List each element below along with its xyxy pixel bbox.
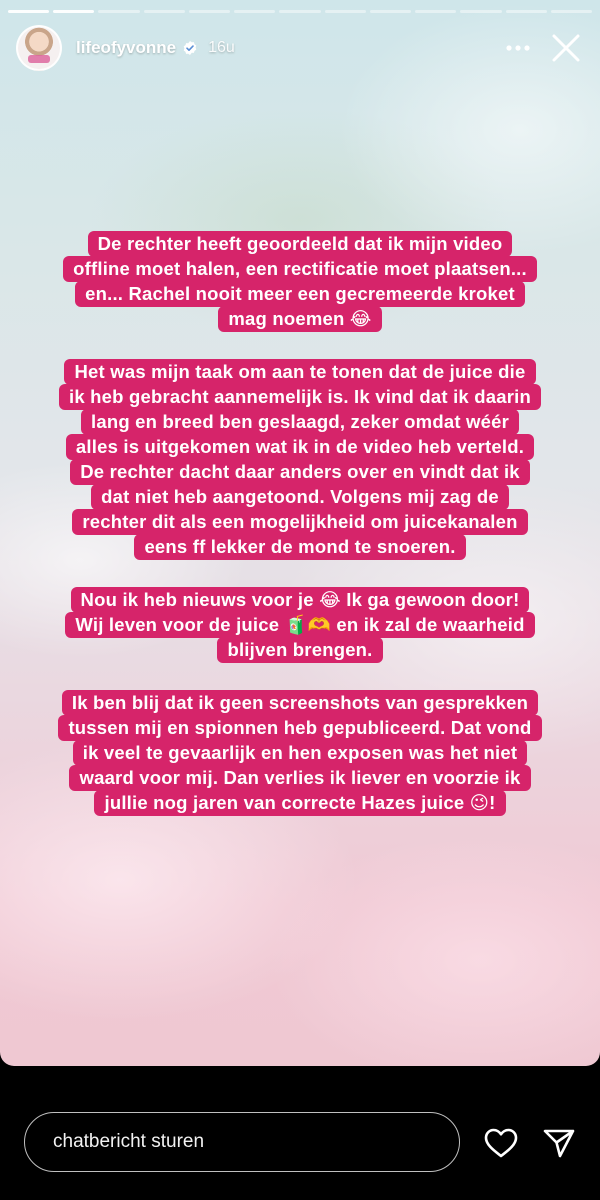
post-time: 16u [208, 39, 235, 56]
story-header [16, 22, 588, 74]
progress-segment [8, 10, 49, 13]
text-line: tussen mij en spionnen heb gepubliceerd. Dat vond [58, 715, 541, 741]
text-line: en... Rachel nooit meer een gecremeerde kroket [75, 281, 525, 307]
text-line: Ik ben blij dat ik geen screenshots van gesprekken [62, 690, 538, 716]
send-button[interactable] [538, 1122, 580, 1164]
message-input[interactable] [24, 1112, 460, 1172]
text-line: waard voor mij. Dan verlies ik liever en voorzie ik [69, 765, 530, 791]
progress-segment [506, 10, 547, 13]
text-line: mag noemen 😂 [218, 306, 381, 332]
text-line: De rechter dacht daar anders over en vindt dat ik [70, 459, 530, 485]
close-button[interactable] [544, 26, 588, 70]
text-line: rechter dit als een mogelijkheid om juicekanalen [72, 509, 527, 535]
text-block-task [0, 360, 600, 560]
story-text [0, 232, 600, 844]
text-line: Wij leven voor de juice 🧃🫶 en ik zal de waarheid [65, 612, 534, 638]
text-line: offline moet halen, een rectificatie moet plaatsen... [63, 256, 537, 282]
progress-segment [415, 10, 456, 13]
progress-segment [53, 10, 94, 13]
text-line: Het was mijn taak om aan te tonen dat de juice die [64, 359, 535, 385]
text-line: blijven brengen. [217, 637, 382, 663]
progress-segment [144, 10, 185, 13]
text-line: ik veel te gevaarlijk en hen exposen was het niet [73, 740, 527, 766]
text-block-verdict [0, 232, 600, 332]
progress-segment [325, 10, 366, 13]
text-block-screenshots [0, 691, 600, 816]
progress-segment [189, 10, 230, 13]
reply-bar [0, 1066, 600, 1200]
more-dots-icon [505, 44, 531, 52]
progress-segment [234, 10, 275, 13]
text-line: alles is uitgekomen wat ik in de video heb verteld. [66, 434, 534, 460]
text-line: jullie nog jaren van correcte Hazes juice 😉! [94, 790, 505, 816]
avatar[interactable] [16, 25, 62, 71]
text-line: ik heb gebracht aannemelijk is. Ik vind dat ik daarin [59, 384, 541, 410]
text-line: lang en breed ben geslaagd, zeker omdat wéér [81, 409, 519, 435]
progress-segment [98, 10, 139, 13]
text-line: Nou ik heb nieuws voor je 😂 Ik ga gewoon door! [71, 587, 530, 613]
progress-segment [551, 10, 592, 13]
progress-segment [370, 10, 411, 13]
heart-icon [484, 1128, 518, 1158]
progress-segment [460, 10, 501, 13]
text-line: De rechter heeft geoordeeld dat ik mijn video [88, 231, 513, 257]
text-block-news [0, 588, 600, 663]
story-progress-bar [8, 10, 592, 13]
verified-badge-icon [182, 40, 198, 56]
text-line: dat niet heb aangetoond. Volgens mij zag de [91, 484, 509, 510]
text-line: eens ff lekker de mond te snoeren. [134, 534, 465, 560]
send-icon [543, 1128, 575, 1158]
like-button[interactable] [480, 1122, 522, 1164]
username[interactable]: lifeofyvonne [76, 38, 177, 57]
more-options-button[interactable] [498, 28, 538, 68]
close-icon [551, 33, 581, 63]
progress-segment [279, 10, 320, 13]
